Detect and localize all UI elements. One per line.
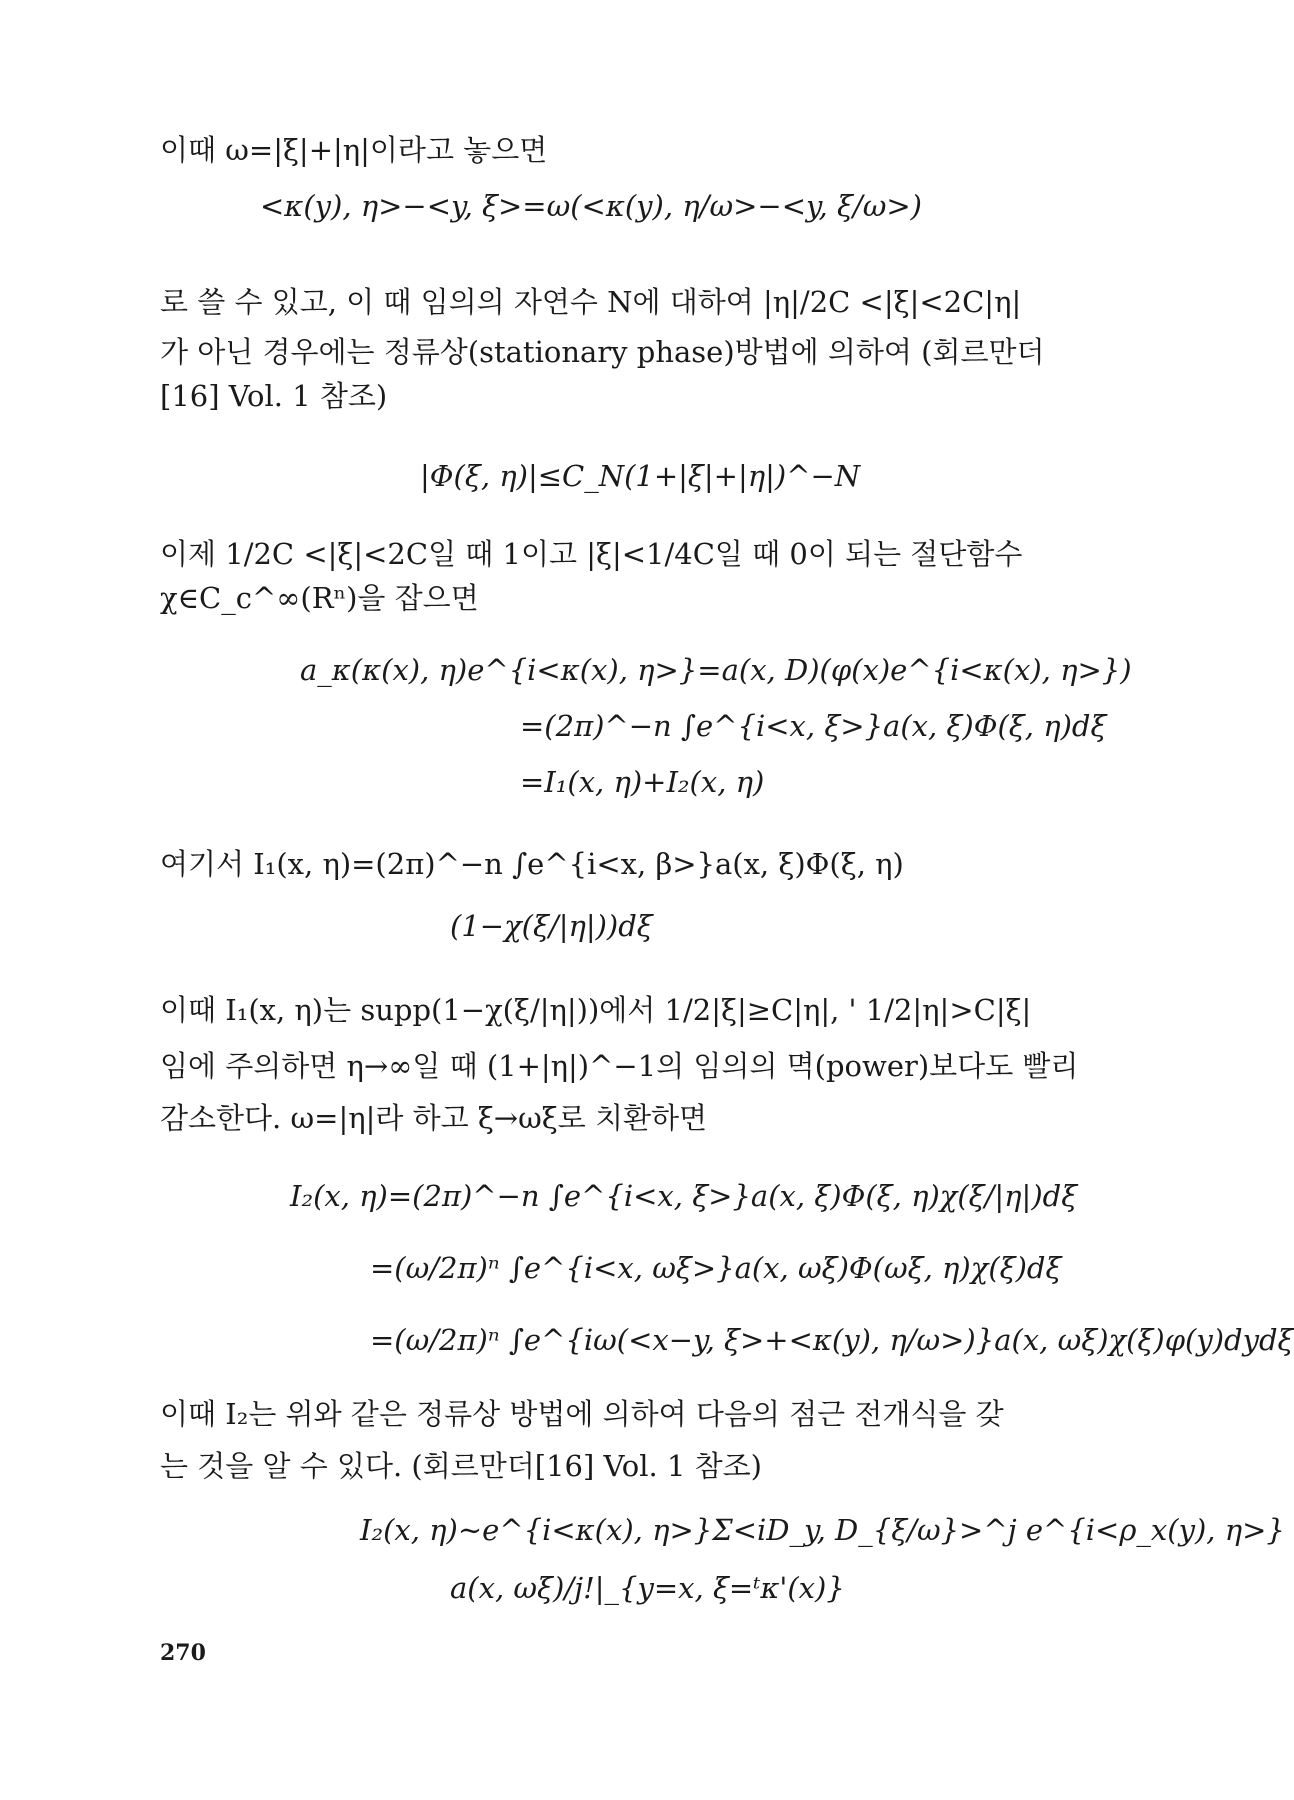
- text-line-3: 가 아닌 경우에는 정류상(stationary phase)방법에 의하여 (회르만더[16] Vol. 1 참조): [160, 335, 1045, 413]
- text-line-7: 임에 주의하면 η→∞일 때 (1+|η|)^−1의 임의의 멱(power)보다도 빨리: [160, 1049, 1079, 1083]
- equation-11: a(x, ωξ)/j!|_{y=x, ξ=ᵗκ'(x)}: [450, 1571, 845, 1605]
- text-line-4: 이제 1/2C <|ξ|<2C일 때 1이고 |ξ|<1/4C일 때 0이 되는 절단함수 χ∈C_c^∞(Rⁿ)을 잡으면: [160, 537, 1023, 615]
- equation-9: =(ω/2π)ⁿ ∫e^{iω(<x−y, ξ>+<κ(y), η/ω>)}a(x, ωξ)χ(ξ)φ(y)dydξ: [370, 1323, 1294, 1357]
- equation-4: =(2π)^−n ∫e^{i<x, ξ>}a(x, ξ)Φ(ξ, η)dξ: [520, 709, 1107, 743]
- equation-1: <κ(y), η>−<y, ξ>=ω(<κ(y), η/ω>−<y, ξ/ω>): [260, 189, 922, 223]
- text-line-5: 여기서 I₁(x, η)=(2π)^−n ∫e^{i<x, β>}a(x, ξ)Φ(ξ, η): [160, 847, 904, 881]
- text-line-6: 이때 I₁(x, η)는 supp(1−χ(ξ/|η|))에서 1/2|ξ|≥C|η|, ' 1/2|η|>C|ξ|: [160, 993, 1032, 1027]
- text-line-1: 이때 ω=|ξ|+|η|이라고 놓으면: [160, 133, 548, 167]
- text-line-10: 는 것을 알 수 있다. (회르만더[16] Vol. 1 참조): [160, 1449, 762, 1483]
- text-line-2: 로 쓸 수 있고, 이 때 임의의 자연수 N에 대하여 |η|/2C <|ξ|<2C|η|: [160, 285, 1022, 319]
- page-number: 270: [160, 1640, 206, 1666]
- text-line-9: 이때 I₂는 위와 같은 정류상 방법에 의하여 다음의 점근 전개식을 갖: [160, 1397, 1004, 1431]
- text-line-8: 감소한다. ω=|η|라 하고 ξ→ωξ로 치환하면: [160, 1101, 708, 1135]
- equation-2: |Φ(ξ, η)|≤C_N(1+|ξ|+|η|)^−N: [420, 459, 861, 493]
- equation-3: a_κ(κ(x), η)e^{i<κ(x), η>}=a(x, D)(φ(x)e^{i<κ(x), η>}): [300, 653, 1132, 687]
- equation-8: =(ω/2π)ⁿ ∫e^{i<x, ωξ>}a(x, ωξ)Φ(ωξ, η)χ(ξ)dξ: [370, 1251, 1062, 1285]
- equation-6: (1−χ(ξ/|η|))dξ: [450, 909, 653, 943]
- equation-7: I₂(x, η)=(2π)^−n ∫e^{i<x, ξ>}a(x, ξ)Φ(ξ, η)χ(ξ/|η|)dξ: [290, 1179, 1078, 1213]
- equation-5: =I₁(x, η)+I₂(x, η): [520, 765, 765, 799]
- equation-10: I₂(x, η)∼e^{i<κ(x), η>}Σ<iD_y, D_{ξ/ω}>^j e^{i<ρ_x(y), η>}: [360, 1513, 1285, 1547]
